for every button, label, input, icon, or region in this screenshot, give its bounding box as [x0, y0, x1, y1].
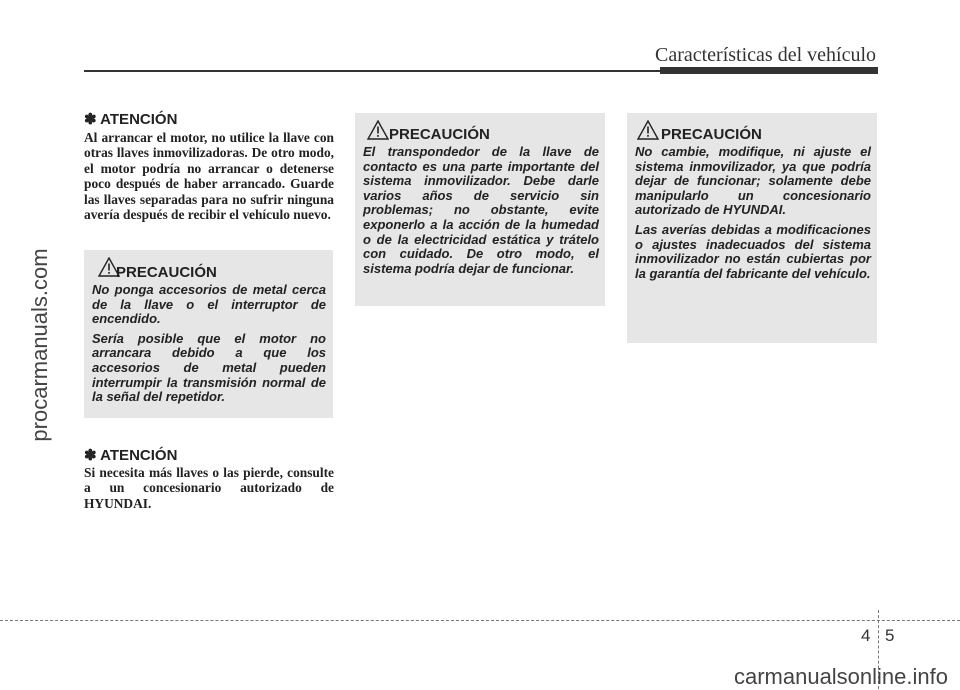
caution-text-right-2: Las averías debidas a modificaciones o ajustes inadecuados del sistema inmovilizador no están cubiertas por la garantía del fabricante del vehículo. — [635, 221, 871, 281]
caution-text-left-1: No ponga accesorios de metal cerca de la llave o el interruptor de encendido. — [92, 282, 326, 327]
caution-text-middle: El transpondedor de la llave de contacto es una parte importante del sistema inmovilizador. Debe darle varios años de servicio sin problemas; no obstante, evite exponerlo a la acción de la humedad o de la electricidad estática y trátelo con cuidado. De otro modo, el sistema podría dejar de funcionar. — [363, 144, 599, 276]
footer-rule — [0, 620, 960, 621]
caution-text-left-2: Sería posible que el motor no arrancara debido a que los accesorios de metal pueden interrumpir la transmisión normal de la señal del repetidor. — [92, 330, 326, 405]
attention-title-2: ✽ ATENCIÓN — [84, 447, 178, 464]
caution-box-left — [84, 250, 333, 418]
attention-text-1: Al arrancar el motor, no utilice la llave con otras llaves inmovilizadoras. De otro modo, el motor podría no arrancar o detenerse poco después de haber arrancado. Guarde las llaves separadas para no sufrir ninguna avería después de recibir el vehículo nuevo. — [84, 130, 334, 223]
header-rule — [84, 70, 660, 72]
bottom-watermark: carmanualsonline.info — [733, 664, 948, 689]
caution-box-right — [627, 113, 877, 343]
caution-box-middle — [355, 113, 605, 306]
chapter-number: 4 — [861, 626, 871, 645]
header-rule-accent — [660, 67, 878, 74]
caution-title-right: PRECAUCIÓN — [661, 126, 762, 143]
side-watermark: procarmanuals.com — [27, 248, 52, 442]
page-header-title: Características del vehículo — [654, 44, 876, 66]
page-number: 5 — [885, 626, 895, 645]
caution-text-right-1: No cambie, modifique, ni ajuste el sistema inmovilizador, ya que podría dejar de funcionar; solamente debe manipularlo un concesionario autorizado de HYUNDAI. — [635, 144, 871, 218]
attention-title-1: ✽ ATENCIÓN — [84, 111, 178, 128]
attention-text-2: Si necesita más llaves o las pierde, consulte a un concesionario autorizado de HYUNDAI. — [84, 465, 334, 511]
caution-title-middle: PRECAUCIÓN — [389, 126, 490, 143]
caution-title-left: PRECAUCIÓN — [116, 264, 217, 281]
